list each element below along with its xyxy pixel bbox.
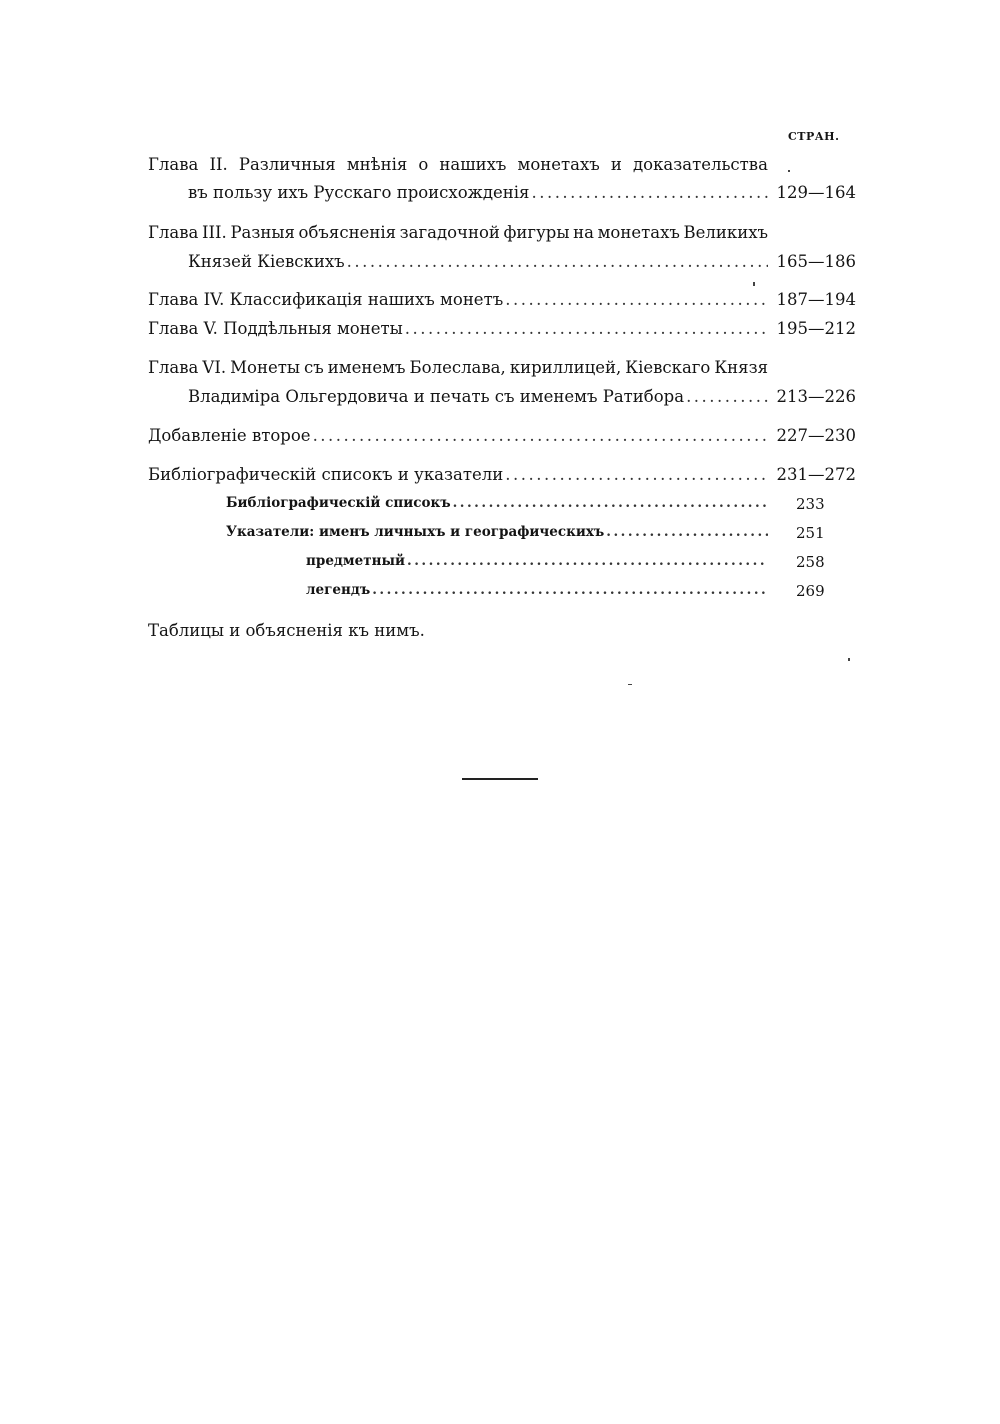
entry-pages: 165—186 (776, 252, 856, 271)
word: загадочной (399, 223, 500, 242)
word: монетахъ (597, 223, 680, 242)
entry-title: Таблицы и объясненія къ нимъ. (148, 621, 425, 640)
word: Глава (148, 223, 199, 242)
word: Князя (714, 358, 768, 377)
word: кириллицей, (509, 358, 622, 377)
dot-leader (313, 426, 768, 445)
word: III. (202, 223, 227, 242)
word: Различныя (238, 155, 336, 174)
word: Монеты (230, 358, 300, 377)
entry-pages: 231—272 (776, 465, 856, 484)
word: на (573, 223, 594, 242)
word: Кіевскаго (625, 358, 711, 377)
toc-subentry-index-names (226, 524, 768, 546)
toc-entry-plates (148, 621, 425, 643)
entry-title: Добавленіе второе (148, 426, 311, 445)
word: съ (304, 358, 324, 377)
word: VI. (202, 358, 227, 377)
entry-title: легендъ (306, 582, 371, 598)
dot-leader (453, 495, 768, 511)
entry-pages: 251 (796, 524, 825, 542)
print-speck (753, 282, 755, 286)
entry-title: Библіографическій списокъ (226, 495, 451, 511)
dot-leader (686, 387, 768, 406)
word: нашихъ (439, 155, 507, 174)
word: мнѣнія (346, 155, 408, 174)
word: Глава (148, 155, 199, 174)
word: II. (209, 155, 228, 174)
word: Разныя (230, 223, 295, 242)
toc-entry-chapter-3-line-1 (148, 223, 768, 242)
entry-title: Князей Кіевскихъ (188, 252, 345, 271)
entry-pages: 258 (796, 553, 825, 571)
entry-title: Глава V. Поддѣльныя монеты (148, 319, 403, 338)
word: и (610, 155, 622, 174)
dot-leader (505, 465, 768, 484)
entry-title: Указатели: именъ личныхъ и географическихъ (226, 524, 605, 540)
dot-leader (405, 319, 768, 338)
word: Глава (148, 358, 199, 377)
toc-entry-second-addendum (148, 426, 768, 448)
word: объясненія (298, 223, 397, 242)
print-speck (788, 170, 790, 172)
toc-subentry-bibliography (226, 495, 768, 517)
entry-pages: 227—230 (776, 426, 856, 445)
entry-pages: 269 (796, 582, 825, 600)
end-rule (462, 778, 538, 780)
dot-leader (531, 183, 768, 202)
word: доказательства (632, 155, 768, 174)
toc-entry-chapter-6-line-1 (148, 358, 768, 377)
entry-pages: 213—226 (776, 387, 856, 406)
entry-pages: 233 (796, 495, 825, 513)
word: Болеслава, (409, 358, 506, 377)
dot-leader (407, 553, 768, 569)
toc-entry-bibliography-and-indexes (148, 465, 768, 487)
entry-title: въ пользу ихъ Русскаго происхожденія (188, 183, 530, 202)
print-speck (848, 658, 850, 661)
pages-column-header: СТРАН. (788, 130, 840, 143)
print-speck (628, 684, 632, 685)
dot-leader (372, 582, 768, 598)
toc-entry-chapter-5 (148, 319, 768, 341)
entry-title: Глава IV. Классификація нашихъ монетъ (148, 290, 504, 309)
entry-title: предметный (306, 553, 406, 569)
word: фигуры (503, 223, 570, 242)
toc-entry-chapter-4 (148, 290, 768, 312)
dot-leader (505, 290, 768, 309)
toc-entry-chapter-3-line-2 (188, 252, 768, 274)
toc-subentry-index-legends (306, 582, 768, 604)
word: Великихъ (683, 223, 768, 242)
toc-entry-chapter-2-line-1 (148, 155, 768, 174)
dot-leader (347, 252, 768, 271)
entry-pages: 187—194 (776, 290, 856, 309)
entry-title: Владиміра Ольгердовича и печать съ именемъ Ратибора (188, 387, 685, 406)
entry-title: Библіографическій списокъ и указатели (148, 465, 504, 484)
word: именемъ (327, 358, 406, 377)
word: о (418, 155, 429, 174)
entry-pages: 195—212 (776, 319, 856, 338)
toc-entry-chapter-6-line-2 (188, 387, 768, 409)
toc-subentry-index-subjects (306, 553, 768, 575)
dot-leader (606, 524, 768, 540)
toc-entry-chapter-2-line-2 (188, 183, 768, 205)
word: монетахъ (517, 155, 600, 174)
entry-pages: 129—164 (776, 183, 856, 202)
